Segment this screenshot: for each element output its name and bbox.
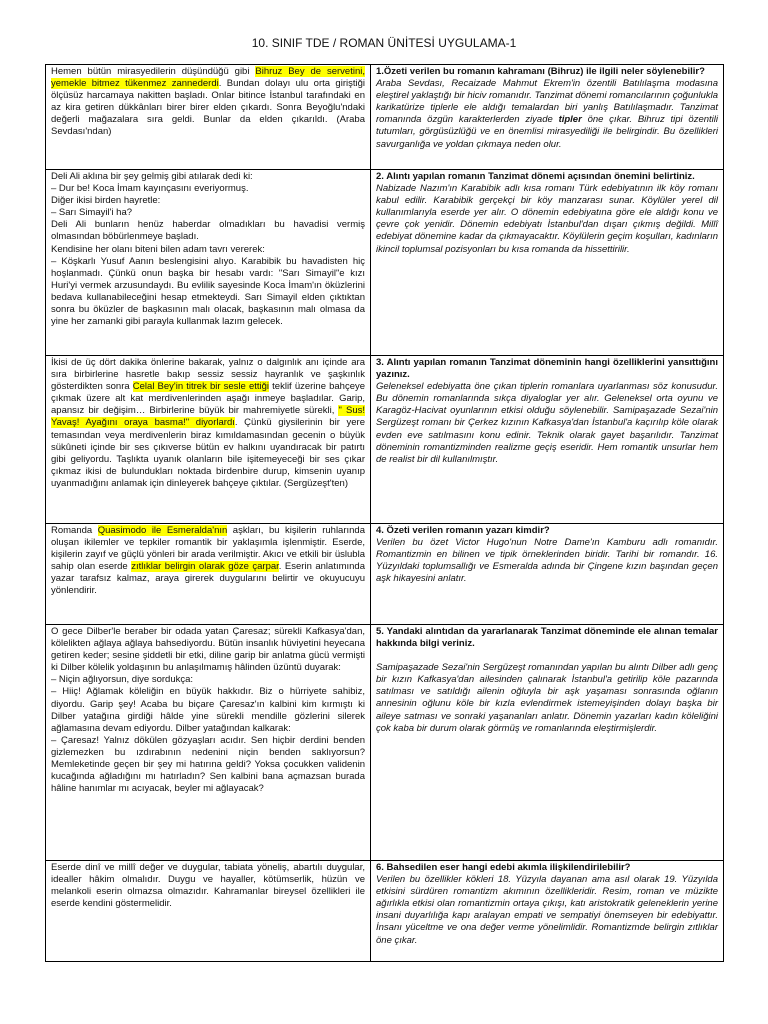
answer-text: Samipaşazade Sezai'nin Sergüzeşt romanından yapılan bu alıntı Dilber adlı genç bir kızın Kafkasya'dan ailesinden çalınarak İstanbul'a getirilip köle pazarında satılması ve satıldığı ailenin oğluyla bir aşk yaşaması sonrasında oğlanın annesinin oğlunu köle bir kızla evlendirmek istemeyişinden dolayı başka bir aileye satması ve sonraki yaşananları anlatır. Dönemin yazarları kadın köleliğini çok kaba bir durum olarak görmüş ve romanlarında eleştirmişlerdir. [376, 662, 718, 734]
question-text: 4. Özeti verilen romanın yazarı kimdir? [376, 525, 550, 536]
excerpt-line: – Çaresaz! Yalnız dökülen gözyaşları acıdır. Sen hiçbir derdini benden gizlemezken bu ızdırabının nedenini niçin benden saklıyorsun? Memleketinde geçen bir şey mi hatırına geldi? Yoksa çocukken validenin kucağında ağladığını mı hatırladın? Sen kalbini bana açmazsan burada hâline hanımlar mı acıyacak, beyler mi ağlayacak? [51, 734, 365, 795]
highlighted-text: Celal Bey'in titrek bir sesle ettiği [132, 381, 270, 393]
table-row [46, 356, 724, 524]
excerpt-line: – Dur be! Koca İmam kayınçasını everiyormuş. [51, 183, 249, 195]
question-cell [371, 625, 724, 861]
excerpt-text: İkisi de üç dört dakika önlerine bakarak, yalnız o dalgınlık anı içinde ara sıra birbirlerine hasretle bakıp sessiz sessiz hayranlık ve şaşkınlık gösterdikten sonra [51, 357, 365, 393]
answer-text: Geleneksel edebiyatta öne çıkan tiplerin romanlara uyarlanması söz konusudur. Bu dönemin romanlarında sıkça diyaloglar yer alır. Geleneksel orta oyunu ve Karagöz-Hacivat oyunlarının etkisi olduğu söylenebilir. Samipaşazade Sezai'nin Sergüzeşt romanı bir Çerkez kızının Kafkasya'dan İstanbul'a kaçırılıp köle olarak evden eve satılmasını konu edinir. Teknik olarak gayet başarılıdır. Tanzimat döneminin romantizminden realizme geçiş eseridir. Hem romantik unsurlar hem de realist bir dil kullanılmıştır. [376, 381, 718, 465]
excerpt-line: – Niçin ağlıyorsun, diye sordukça: [51, 674, 194, 686]
excerpt-cell [46, 524, 371, 625]
question-cell [371, 524, 724, 625]
question-text: 6. Bahsedilen eser hangi edebi akımla ilişkilendirilebilir? [376, 862, 631, 873]
question-cell [371, 861, 724, 962]
answer-text: Verilen bu özellikler kökleri 18. Yüzyıla dayanan ama asıl olarak 19. Yüzyılda etkisini sürdüren romantizm akımının özellikleridir. Resim, roman ve müzikte ağırlıkla etkisi olan romantizmin ortaya çıkışı, katı aristokratik geleneklerin yerine insani duyarlılığa kapı aralayan empati ve sempatiyi önemseyen bir edebiyattır. İnsanı yüceltme ve ona değer verme yönelimlidir. Romantizmde belirgin zıtlıklar öne çıkar. [376, 874, 718, 946]
excerpt-text: Romanda [51, 525, 98, 536]
excerpt-cell [46, 170, 371, 356]
table-row [46, 861, 724, 962]
answer-text: Araba Sevdası, Recaizade Mahmut Ekrem'in özentili Batılılaşma modasına eleştirel yaklaştığı bir hiciv romanıdır. Tanzimat dönemi romancılarının çoğunlukla karikatürize tiplerle ele aldığı temalardan biri yanlış Batılılaşmadır. Tanzimat romanında özgün karakterlerden ziyade tipler öne çıkar. Bihruz tipi özentili tutumları, görgüsüzlüğü ve en önemlisi mirasyediliği ile belirgindir. Bu özellikleri savurganlığa ve yoldan çıkmaya neden olur. [376, 78, 718, 150]
highlighted-text: " Sus! Yavaş! Ayağını oraya basma!" diyorlardı [51, 405, 365, 429]
excerpt-line: O gece Dilber'le beraber bir odada yatan Çaresaz; sürekli Kafkasya'dan, kölelikten ağlaya ağlaya bahsediyordu. Bütün insanlık hüviyetini heyecana getiren keder; sesine şiddetli bir etki, diline garip bir anlatma gücü vermişti ki Dilber kölelik yoldaşının bu anlaşılmamış hâlinden üzüntü duyarak: [51, 626, 365, 674]
excerpt-line: – Hiiç! Ağlamak köleliğin en büyük hakkıdır. Biz o hürriyete sahibiz, diyordu. Garip şey! Acaba bu biçare Çaresaz'ın kalbini kim kırmıştı ki Dilber yatağına girdiği hâlde yine sürekli mendille gözlerini silerek ağlamasına devam ediyordu. Dilber yatağından kalkarak: [51, 686, 365, 734]
question-text: 2. Alıntı yapılan romanın Tanzimat dönemi açısından önemini belirtiniz. [376, 171, 695, 182]
excerpt-text: . Eserin anlatımında yazar tarafsız kalmaz, araya girerek duygularını belirtir ve okuyucuyu yönlendirir. [51, 561, 365, 597]
question-text: 1.Özeti verilen bu romanın kahramanı (Bihruz) ile ilgili neler söylenebilir? [376, 66, 705, 77]
excerpt-text: . Bundan dolayı ulu orta giriştiği ölçüsüz harcamaya nakitten başladı. Onlar bitince İstanbul tarafındaki en az kira getiren dükkânları birer birer elden çıkardı. Sonra Beyoğlu'ndaki değerli mağazalara sıra geldi. Bunlar da elden çıkarıldı. (Araba Sevdası'ndan) [51, 78, 365, 138]
spacer [376, 650, 718, 662]
table-row [46, 65, 724, 170]
page-title: 10. SINIF TDE / ROMAN ÜNİTESİ UYGULAMA-1 [251, 36, 517, 50]
answer-text: Verilen bu özet Victor Hugo'nun Notre Dame'ın Kamburu adlı romanıdır. Romantizmin en bilinen ve tipik örneklerinden biridir. Tarihi bir romandır. 16. Yüzyıldaki toplumsallığı ve Esmeralda adında bir Çingene kızın başından geçen aşk hikayesini anlatır. [376, 537, 718, 585]
excerpt-line: Kendisine her olanı biteni bilen adam tavrı vererek: [51, 243, 265, 255]
question-cell [371, 356, 724, 524]
question-cell [371, 170, 724, 356]
excerpt-cell [46, 65, 371, 170]
excerpt-cell [46, 861, 371, 962]
excerpt-text: teklif üzerine bahçeye çıkmak üzere alt kat merdivenlerinden aşağı inmeye başladılar. Garip, apansız bir değişim… Birbirlerine büyük bir mahremiyetle sürekli, [51, 381, 366, 417]
excerpt-line: Deli Ali aklına bir şey gelmiş gibi atılarak dedi ki: [51, 171, 253, 182]
excerpt-text: aşkları, bu kişilerin ruhlarında oluşan ikilemler ve tepkiler romantik bir yaklaşımla işlenmiştir. Eserde, kişilerin zayıf ve güçlü yönleri bir arada verilmiştir. Akıcı ve etkili bir üslubla sahip olan eserde [51, 525, 365, 573]
excerpt-line: – Sarı Simayil'i ha? [51, 207, 133, 219]
question-cell [371, 65, 724, 170]
table-row [46, 170, 724, 356]
excerpt-cell [46, 625, 371, 861]
table-row [46, 524, 724, 625]
question-text: 5. Yandaki alıntıdan da yararlanarak Tanzimat döneminde ele alınan temalar hakkında bilgi veriniz. [376, 626, 718, 650]
excerpt-cell [46, 356, 371, 524]
answer-text: Nabizade Nazım'ın Karabibik adlı kısa romanı Türk edebiyatının ilk köy romanı kabul edilir. Karabibik gerçekçi bir köy manzarası sunar. Köylüler yerel dil kullanımlarıyla eserde yer alır. O dönemin edebiyatına göre ele aldığı konu ve çevre çok yenidir. Dönemin edebiyatı İstanbul'dan dışarı çıkmış değildi. Millî edebiyat dönemine kadar da çıkmayacaktır. Köylülerin geçim koşulları, kadınların ikincil toplumsal pozisyonları bu kısa romanda da hissettirilir. [376, 183, 718, 255]
highlighted-text: Quasimodo ile Esmeralda'nın [97, 525, 228, 536]
table-row [46, 625, 724, 861]
excerpt-text: Hemen bütün mirasyedilerin düşündüğü gibi [51, 66, 256, 77]
highlighted-text: zıtlıklar belirgin olarak göze çarpar [131, 561, 279, 573]
excerpt-text: . Çünkü giysilerinin bir yere temasından veya merdivenlerin biraz kımıldamasından gecenin o büyük sükûneti içinde bir ses çıkıverse bütün ev halkını uyandıracak bir patırtı gibi geliyordu. Taşlıkta uyanık olanların bile işitemeyeceği bir ses çıkar çıkmaz ikisi de bulundukları noktada birdenbire durup, kimsenin uyanıp uyanmadığını anlamak için dinleyerek bahçeye çıktılar. (Sergüzeşt'ten) [51, 417, 366, 489]
excerpt-line: Deli Ali bunların henüz haberdar olmadıkları bu havadisi vermiş olmasından böbürlenmeye başladı. [51, 219, 365, 243]
excerpt-text: Eserde dinî ve millî değer ve duygular, tabiata yöneliş, abartılı duygular, idealler hâkim olmalıdır. Duygu ve hayaller, kötümserlik, hüzün ve melankoli eserin olmazsa olmazıdır. Kahramanlar bireysel özellikleri ile eserde kendini göstermelidir. [51, 862, 365, 910]
excerpt-line: – Köşkarlı Yusuf Aanın beslengisini alıyo. Karabibik bu havadisten hiç hoşlanmadı. Çünkü onun başka bir hesabı vardı: "Sarı Simayil"e kızı Huri'yi vermek arzusundaydı. Bu evlilik sayesinde Koca İmam'ın öküzlerini bedava kullanabileceğini hesap etmekteydi. Sarı Simayil elden çıktıktan sonra bu öküzler de başkasının malı olacak, başkasının malı olmasa da yine her zamanki gibi parayla kullanmak lazım gelecek. [51, 255, 365, 328]
highlighted-text: Bihruz Bey de servetini, yemekle bitmez tükenmez zannederdi [51, 66, 365, 90]
exercise-table [45, 64, 724, 962]
question-text: 3. Alıntı yapılan romanın Tanzimat döneminin hangi özelliklerini yansıttığını yazınız. [376, 357, 718, 381]
excerpt-line: Diğer ikisi birden hayretle: [51, 195, 161, 207]
